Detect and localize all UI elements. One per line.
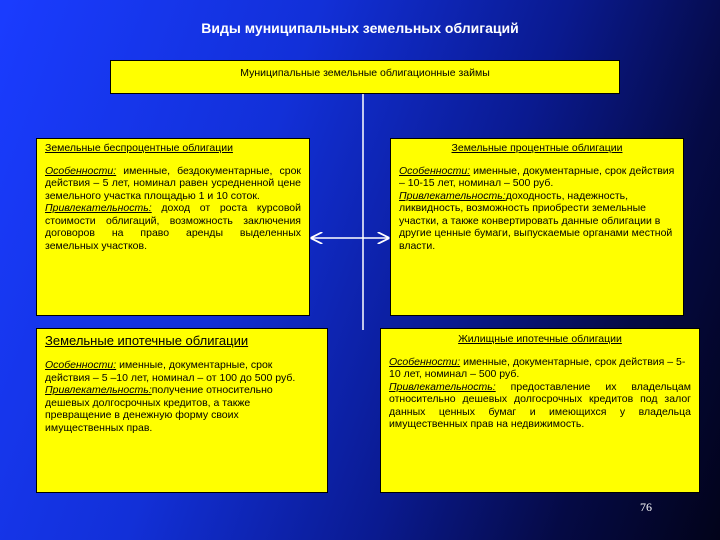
- box-header: Земельные ипотечные облигации: [45, 333, 249, 348]
- features-text: именные, документарные, срок действия – 10-15 лет, номинал – 500 руб.: [399, 164, 675, 189]
- box-land-mortgage-bonds: [36, 328, 328, 493]
- attractiveness-label: Привлекательность:: [45, 384, 152, 396]
- attractiveness-paragraph: [399, 190, 675, 253]
- features-label: Особенности:: [399, 164, 471, 177]
- box-interest-land-bonds: [390, 138, 684, 316]
- attractiveness-paragraph: [45, 202, 301, 252]
- features-paragraph: [45, 165, 301, 203]
- attractiveness-label: Привлекательность:: [389, 380, 496, 393]
- attractiveness-paragraph: [45, 384, 319, 434]
- attractiveness-text: доход от роста курсовой стоимости облигаций, возможность заключения договоров на право аренды выделенных земельных участков.: [45, 202, 301, 252]
- box-interest-free-land-bonds: [36, 138, 310, 316]
- features-text: именные, документарные, срок действия – 5 –10 лет, номинал – от 100 до 500 руб.: [45, 359, 296, 384]
- features-label: Особенности:: [45, 164, 117, 177]
- box-header: Земельные процентные облигации: [451, 142, 623, 154]
- attractiveness-text: предоставление их владельцам относительно дешевых долгосрочных кредитов под залог данных ценных бумаг и имеющихся у владельца имущественных прав на недвижимость.: [389, 380, 691, 430]
- features-paragraph: [389, 356, 691, 381]
- features-text: именные, бездокументарные, срок действия – 5 лет, номинал равен усредненной цене земельного участка площадью 1 и 10 соток.: [45, 164, 301, 202]
- features-label: Особенности:: [45, 359, 117, 371]
- features-label: Особенности:: [389, 355, 461, 368]
- page-number: 76: [640, 500, 652, 514]
- box-header: Земельные беспроцентные облигации: [45, 142, 233, 154]
- root-box: [110, 60, 620, 94]
- attractiveness-label: Привлекательность:: [399, 189, 506, 202]
- features-paragraph: [399, 165, 675, 190]
- features-text: именные, документарные, срок действия – 5-10 лет, номинал – 500 руб.: [389, 355, 686, 380]
- features-paragraph: [45, 359, 319, 384]
- attractiveness-label: Привлекательность:: [45, 202, 152, 214]
- box-housing-mortgage-bonds: [380, 328, 700, 493]
- page-title: Виды муниципальных земельных облигаций: [201, 20, 519, 36]
- root-label: Муниципальные земельные облигационные займы: [240, 67, 490, 79]
- attractiveness-text: доходность, надежность, ликвидность, возможность приобрести земельные участки, а также конвертировать данные облигации в другие ценные бумаги, выпускаемые органами местной власти.: [399, 189, 673, 252]
- attractiveness-paragraph: [389, 381, 691, 431]
- attractiveness-text: получение относительно дешевых долгосрочных кредитов, а также превращение в денежную форму своих имущественных прав.: [45, 384, 273, 434]
- box-header: Жилищные ипотечные облигации: [458, 333, 622, 345]
